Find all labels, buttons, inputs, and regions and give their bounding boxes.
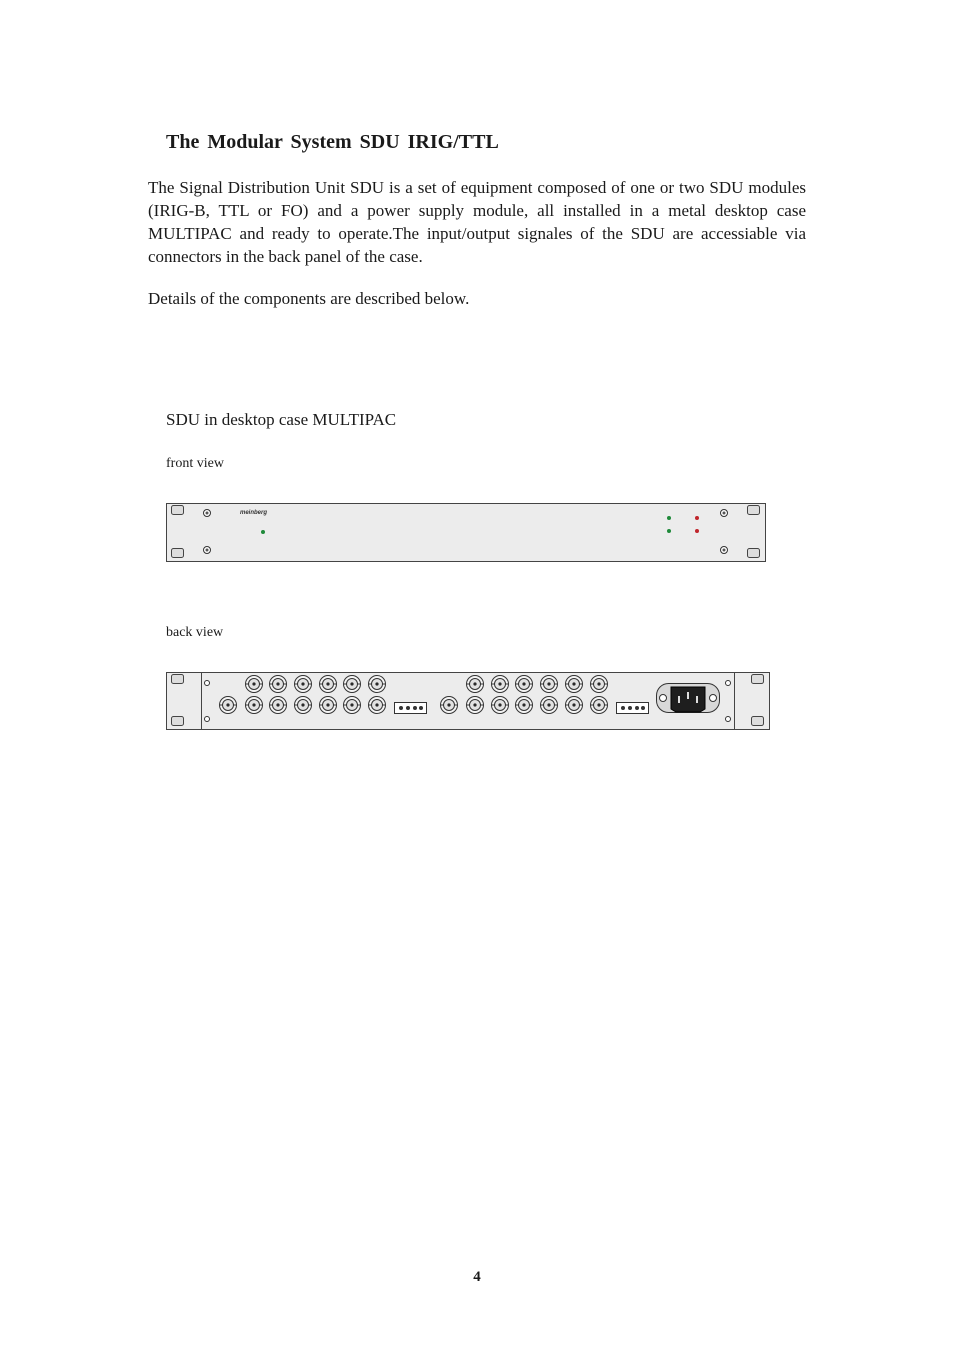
back-view-label: back view	[166, 625, 224, 640]
power-inlet-icon	[657, 684, 720, 713]
screw-icon	[721, 510, 728, 517]
bnc-connector-icon	[591, 697, 608, 714]
rack-handle-icon	[172, 717, 184, 726]
bnc-connector-icon	[467, 697, 484, 714]
bnc-connector-icon	[344, 676, 361, 693]
screw-icon	[726, 717, 731, 722]
page-number: 4	[473, 1269, 481, 1285]
bnc-connector-icon	[369, 697, 386, 714]
section-title: The Modular System SDU IRIG/TTL	[166, 131, 499, 153]
status-led-icon	[261, 530, 265, 534]
rack-handle-icon	[752, 717, 764, 726]
rack-handle-icon	[172, 675, 184, 684]
front-panel	[167, 504, 766, 562]
bnc-connector-icon	[492, 676, 509, 693]
bnc-connector-icon	[441, 697, 458, 714]
bnc-connector-icon	[516, 697, 533, 714]
bnc-connector-icon	[516, 676, 533, 693]
bnc-connector-icon	[541, 697, 558, 714]
rack-handle-icon	[752, 675, 764, 684]
bnc-connector-icon	[467, 676, 484, 693]
status-led-icon	[695, 516, 699, 520]
rack-handle-icon	[172, 549, 184, 558]
back-panel	[167, 673, 770, 730]
meinberg-logo: meinberg	[240, 510, 268, 516]
rack-handle-icon	[172, 506, 184, 515]
bnc-connector-icon	[369, 676, 386, 693]
bnc-connector-icon	[320, 676, 337, 693]
bnc-connector-icon	[220, 697, 237, 714]
screw-icon	[204, 510, 211, 517]
bnc-connector-icon	[591, 676, 608, 693]
bnc-connector-icon	[541, 676, 558, 693]
bnc-connector-icon	[246, 676, 263, 693]
bnc-connector-icon	[270, 676, 287, 693]
bnc-connector-icon	[492, 697, 509, 714]
terminal-block-icon	[395, 703, 427, 714]
rack-handle-icon	[748, 506, 760, 515]
screw-icon	[205, 681, 210, 686]
terminal-block-icon	[617, 703, 649, 714]
bnc-connector-icon	[295, 676, 312, 693]
bnc-connector-icon	[295, 697, 312, 714]
intro-paragraph: The Signal Distribution Unit SDU is a set of equipment composed of one or two SDU modules (IRIG-B, TTL or FO) and a power supply module, all installed in a metal desktop case MULTIPAC and ready to operate.The input/output signales of the SDU are accessiable via connectors in the back panel of the case.	[148, 178, 806, 266]
screw-icon	[204, 547, 211, 554]
front-view-label: front view	[166, 456, 224, 471]
bnc-connector-icon	[270, 697, 287, 714]
screw-icon	[205, 717, 210, 722]
bnc-connector-icon	[344, 697, 361, 714]
status-led-icon	[695, 529, 699, 533]
bnc-connector-icon	[246, 697, 263, 714]
bnc-connector-icon	[566, 697, 583, 714]
details-paragraph: Details of the components are described below.	[148, 289, 470, 308]
screw-icon	[726, 681, 731, 686]
figure-caption: SDU in desktop case MULTIPAC	[166, 410, 397, 429]
bnc-connector-icon	[320, 697, 337, 714]
rack-handle-icon	[748, 549, 760, 558]
status-led-icon	[667, 529, 671, 533]
status-led-icon	[667, 516, 671, 520]
screw-icon	[721, 547, 728, 554]
bnc-connector-icon	[566, 676, 583, 693]
